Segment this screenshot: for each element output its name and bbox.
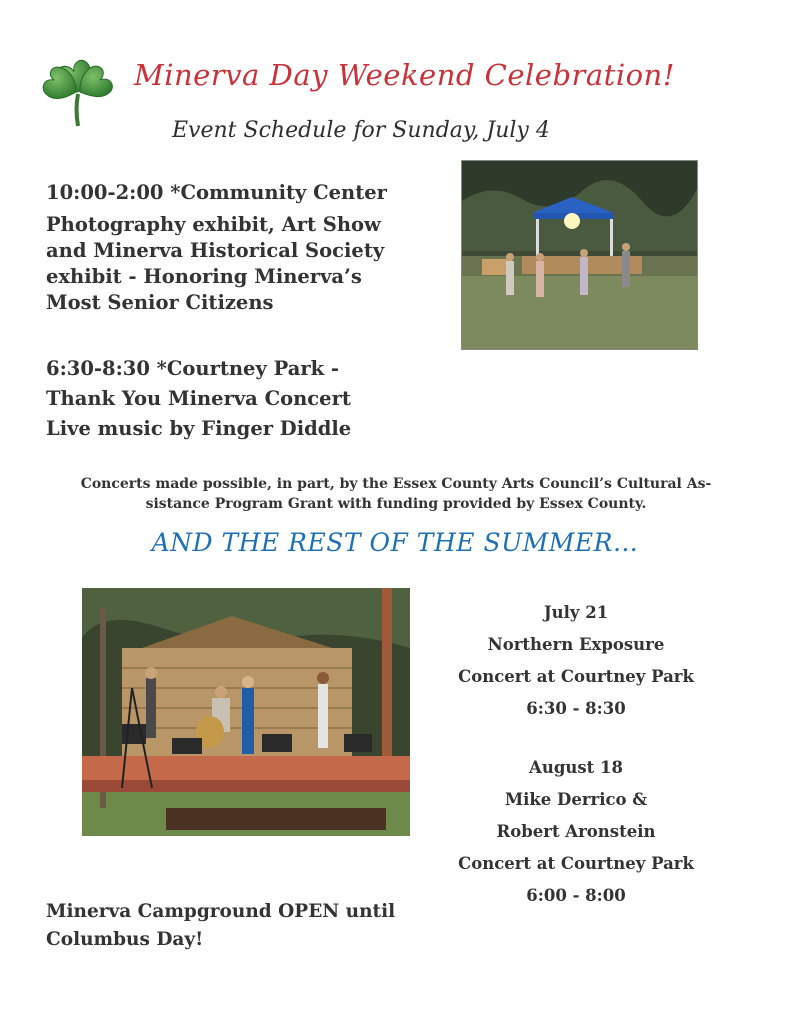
campground-line: Columbus Day! bbox=[46, 929, 204, 950]
summer-event-august-18 bbox=[440, 752, 712, 912]
event-line: Concert at Courtney Park bbox=[458, 854, 694, 873]
event-date: August 18 bbox=[529, 758, 623, 777]
schedule-time-place: 10:00-2:00 *Community Center bbox=[46, 181, 387, 204]
schedule-desc-line: Thank You Minerva Concert bbox=[46, 387, 351, 410]
event-line: Mike Derrico & bbox=[504, 790, 648, 809]
schedule-desc-line: exhibit - Honoring Minerva’s bbox=[46, 265, 362, 288]
credit-line: sistance Program Grant with funding provided by Essex County. bbox=[145, 496, 647, 512]
funding-credit bbox=[40, 474, 752, 514]
summer-event-july-21 bbox=[440, 597, 712, 725]
gazebo-concert-photo bbox=[461, 160, 698, 350]
page-subtitle: Event Schedule for Sunday, July 4 bbox=[172, 118, 550, 143]
schedule-time-place: 6:30-8:30 *Courtney Park - bbox=[46, 357, 340, 380]
campground-notice bbox=[46, 898, 446, 954]
stage-concert-photo bbox=[82, 588, 410, 836]
schedule-item-community-center bbox=[46, 180, 446, 316]
shamrock-icon bbox=[38, 52, 116, 128]
credit-line: Concerts made possible, in part, by the Essex County Arts Council’s Cultural As- bbox=[80, 476, 712, 492]
event-line: Concert at Courtney Park bbox=[458, 667, 694, 686]
schedule-desc-line: and Minerva Historical Society bbox=[46, 239, 385, 262]
schedule-desc-line: Live music by Finger Diddle bbox=[46, 417, 352, 440]
rest-of-summer-heading: AND THE REST OF THE SUMMER… bbox=[151, 528, 639, 557]
event-line: 6:30 - 8:30 bbox=[526, 699, 626, 718]
schedule-item-courtney-park bbox=[46, 354, 446, 444]
schedule-desc-line: Most Senior Citizens bbox=[46, 291, 274, 314]
page-title: Minerva Day Weekend Celebration! bbox=[134, 58, 675, 92]
event-line: Northern Exposure bbox=[487, 635, 665, 654]
campground-line: Minerva Campground OPEN until bbox=[46, 901, 396, 922]
schedule-desc-line: Photography exhibit, Art Show bbox=[46, 213, 381, 236]
event-line: 6:00 - 8:00 bbox=[526, 886, 626, 905]
event-line: Robert Aronstein bbox=[496, 822, 656, 841]
event-date: July 21 bbox=[543, 603, 609, 622]
